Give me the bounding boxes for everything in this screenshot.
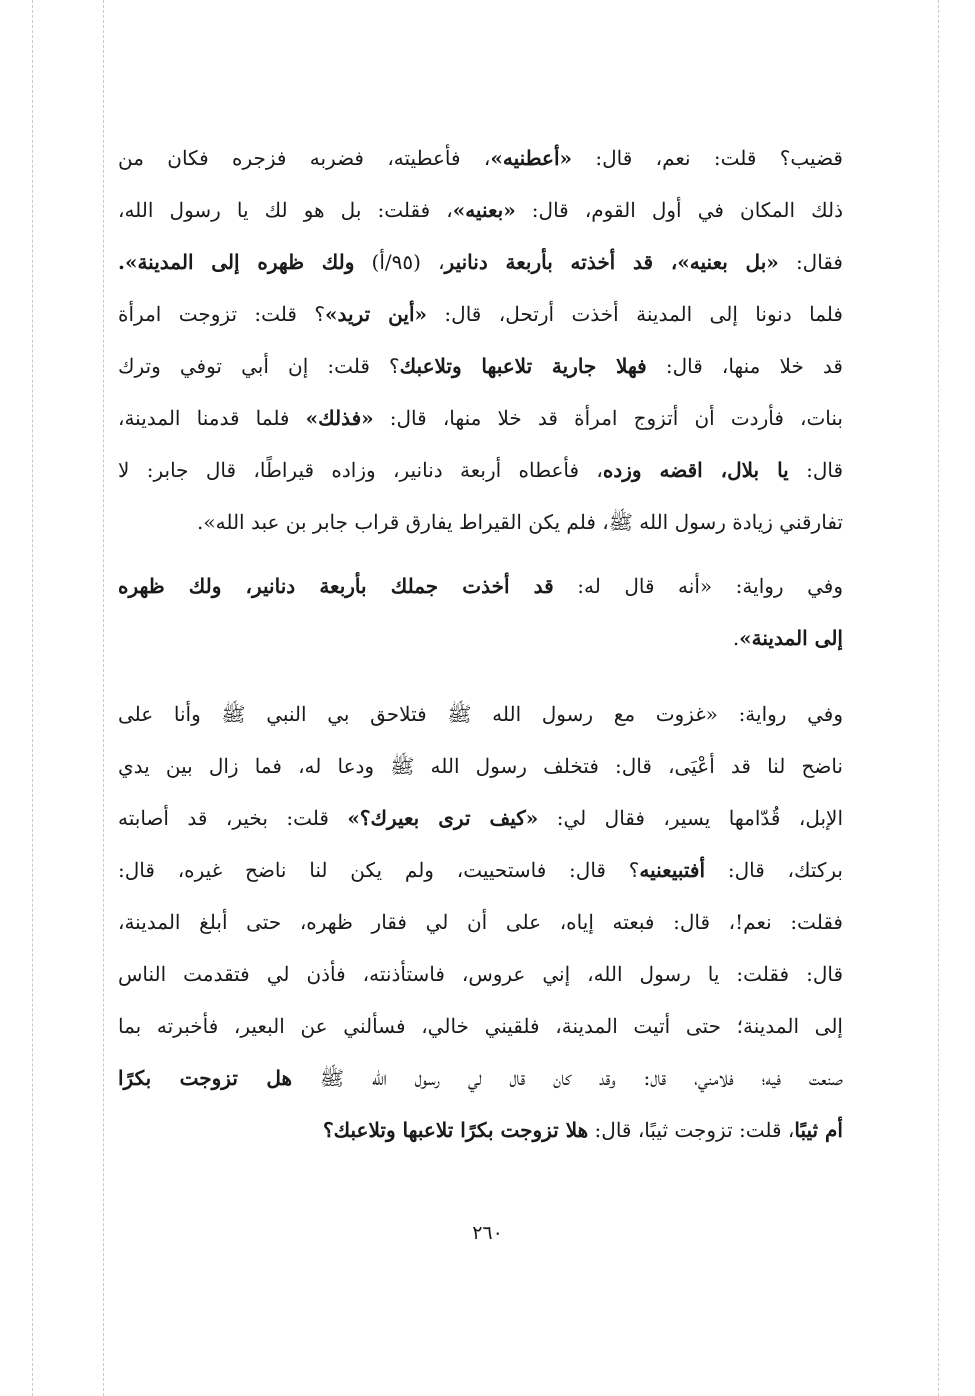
text-line [118, 444, 843, 496]
text-line [118, 392, 843, 444]
text-run: وفي رواية: «غزوت مع رسول الله ﷺ فتلاحق بي النبي ﷺ وأنا على [118, 702, 843, 726]
text-line [118, 1000, 843, 1052]
bold-text-run: إلى المدينة» [739, 626, 843, 650]
text-line [118, 340, 843, 392]
paragraph [118, 132, 843, 548]
text-run: ، فأعطاه أربعة دنانير، وزاده قيراطًا، قال جابر: لا [118, 458, 603, 482]
text-line [118, 948, 843, 1000]
text-run: بركتك، قال: [705, 858, 843, 882]
text-line [118, 184, 843, 236]
text-run: صنعت فيه؛ فلامني، قال: وقد كان قال لي رسول الله ﷺ [292, 1066, 843, 1090]
text-line [118, 740, 843, 792]
paragraph [118, 688, 843, 1156]
text-line [118, 688, 843, 740]
bold-text-run: «بل بعنيه»، قد أخذته بأربعة دنانير [444, 250, 779, 274]
bold-text-run: «كيف ترى بعيرك؟» [347, 806, 539, 830]
text-run: ؟ قال: فاستحييت، ولم يكن لنا ناضح غيره، قال: [118, 858, 640, 882]
bold-text-run: هل تزوجت بكرًا [118, 1066, 293, 1090]
bold-text-run: «أين تريد» [325, 302, 428, 326]
page-body-text [118, 132, 843, 1156]
bold-text-run: أفتبيعنيه [639, 858, 706, 882]
text-line [118, 236, 843, 288]
text-line [118, 560, 843, 612]
margin-guide-right [938, 0, 939, 1396]
text-run: ، فقلت: بل هو لك يا رسول الله، [118, 198, 453, 222]
text-run: فقلت: نعم!، قال: فبعته إياه، على أن لي فقار ظهره، حتى أبلغ المدينة، [118, 910, 843, 934]
text-run: ؟ قلت: تزوجت امرأة [118, 302, 325, 326]
text-line [118, 612, 843, 664]
paragraph [118, 560, 843, 664]
bold-text-run: أم ثيبًا [794, 1118, 843, 1142]
bold-text-run: يا بلال، اقضه وزده [602, 458, 789, 482]
text-run: فلما دنونا إلى المدينة أخذت أرتحل، قال: [427, 302, 843, 326]
text-run: ؟ قلت: إن أبي توفي وترك [118, 354, 400, 378]
text-line [118, 496, 843, 548]
text-run: وفي رواية: «أنه قال له: [553, 574, 843, 598]
bold-text-run: «فذلك» [305, 406, 374, 430]
text-line [118, 132, 843, 184]
margin-guide-left-outer [32, 0, 33, 1396]
bold-text-run: قد أخذت جملك بأربعة دنانير، ولك ظهره [118, 574, 554, 598]
text-line [118, 288, 843, 340]
text-run: ، (٩٥/أ) [354, 250, 445, 274]
text-line [118, 896, 843, 948]
margin-guide-left-inner [103, 0, 104, 1396]
text-run: قلت: بخير، قد أصابته [118, 806, 348, 830]
bold-text-run: ولك ظهره إلى المدينة». [118, 250, 355, 274]
text-run: قد خلا منها، قال: [646, 354, 843, 378]
text-run: ناضح لنا قد أعْيَى، قال: فتخلف رسول الله ﷺ ودعا له، فما زال بين يدي [118, 754, 843, 778]
paragraph-gap [118, 664, 843, 688]
text-run: بنات، فأردت أن أتزوج امرأة قد خلا منها، قال: [373, 406, 843, 430]
bold-text-run: «بعنيه» [452, 198, 516, 222]
text-line [118, 792, 843, 844]
bold-text-run: فهلا جارية تلاعبها وتلاعبك [399, 354, 647, 378]
text-run: ، قلت: تزوجت ثيبًا، قال: [588, 1118, 795, 1142]
page-number: ٢٦٠ [472, 1222, 503, 1244]
text-run: قال: [788, 458, 843, 482]
bold-text-run: «أعطنيه» [490, 146, 573, 170]
text-run: قال: فقلت: يا رسول الله، إني عروس، فاستأذنته، فأذن لي فتقدمت الناس [118, 962, 843, 986]
text-run: فقال: [778, 250, 843, 274]
text-run: فلما قدمنا المدينة، [118, 406, 306, 430]
paragraph-gap [118, 548, 843, 560]
text-line [118, 1104, 843, 1156]
text-run: . [732, 626, 740, 650]
text-run: الإبل، قُدّامها يسير، فقال لي: [538, 806, 843, 830]
text-run: تفارقني زيادة رسول الله ﷺ، فلم يكن القيراط يفارق قراب جابر بن عبد الله». [197, 510, 843, 534]
text-run: ذلك المكان في أول القوم، قال: [515, 198, 843, 222]
text-run: ، فأعطيته، فضربه فزجره فكان من [118, 146, 491, 170]
bold-text-run: هلا تزوجت بكرًا تلاعبها وتلاعبك؟ [323, 1118, 589, 1142]
text-run: إلى المدينة؛ حتى أتيت المدينة، فلقيني خالي، فسألني عن البعير، فأخبرته بما [118, 1014, 843, 1038]
text-line [118, 844, 843, 896]
text-run: قضيب؟ قلت: نعم، قال: [572, 146, 843, 170]
text-line [118, 1052, 843, 1104]
